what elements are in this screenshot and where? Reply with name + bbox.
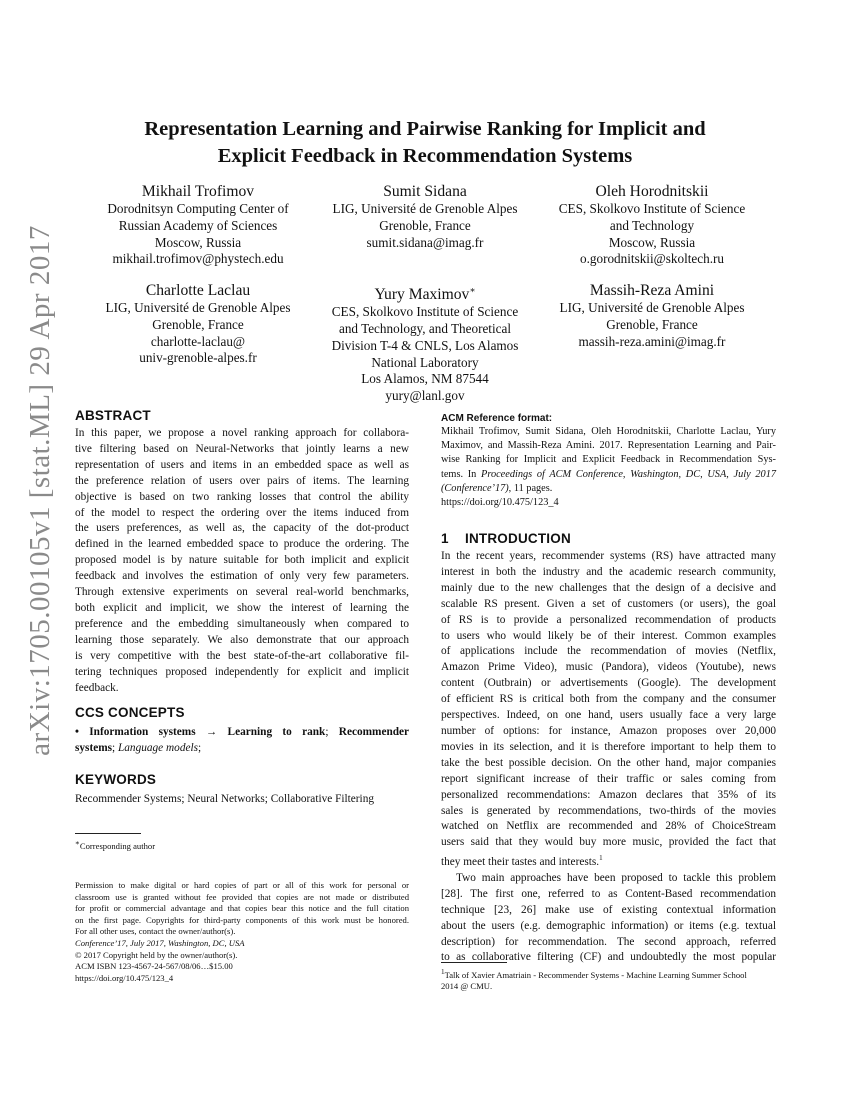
abstract-line: preference and the embedding simultaneously when compared to (75, 617, 409, 630)
abstract-line: the users preferences, as well as, the capacity of the dot-product (75, 522, 409, 535)
abstract-line: both explicit and implicit, we show the interest of learning the (75, 601, 409, 614)
acm-proceedings: Proceedings of ACM Conference, Washington, DC, USA, July 2017 (481, 468, 776, 480)
intro-line: users said that they would buy more music, provided the fact that (441, 836, 776, 849)
ccs-line (75, 741, 409, 757)
author-affiliation-line: LIG, Université de Grenoble Alpes (105, 300, 291, 315)
author-email: sumit.sidana@imag.fr (366, 234, 484, 250)
author-block (305, 281, 545, 405)
author-affiliation-line: and Technology, and Theoretical (338, 320, 512, 336)
arxiv-stamp (20, 224, 60, 756)
intro-line: about the users (e.g. demographic information) or items (e.g. textual (441, 919, 776, 932)
author-block (78, 182, 318, 268)
ccs-term: Language models (118, 741, 199, 754)
footnote-line: 2014 @ CMU. (441, 981, 493, 992)
abstract-line: the preference relation of users over pairs of items. The learning (75, 474, 409, 487)
ccs-separator: ; (325, 726, 329, 738)
section-number: 1 (441, 531, 449, 546)
intro-line: sales is generated by recommendations, two-thirds of the movies (441, 804, 776, 817)
ccs-term: Learning to rank (227, 726, 326, 738)
author-affiliation-line: Grenoble, France (379, 217, 471, 233)
acm-text: tems. In (441, 468, 482, 480)
introduction-heading (441, 531, 776, 546)
doi-link[interactable]: https://doi.org/10.475/123_4 (75, 972, 174, 983)
ccs-term: systems (75, 741, 113, 754)
acm-reference-body (441, 425, 776, 510)
author-email: charlotte-laclau@ (150, 333, 246, 349)
author-email: mikhail.trofimov@phystech.edu (112, 251, 284, 267)
footnote-mark: ∗ (75, 839, 80, 847)
intro-line: personalized recommendations: Amazon declares that 35% of its (441, 788, 776, 801)
intro-line: technique [23, 26] make use of existing contextual information (441, 903, 776, 916)
intro-line: of efficient RS is critical both from the company and the consumer (441, 693, 776, 706)
author-affiliation-line: and Technology (609, 217, 695, 233)
author-email: o.gorodnitskii@skoltech.ru (579, 251, 724, 267)
conference-info: Conference’17, July 2017, Washington, DC, USA (75, 937, 245, 948)
permission-line: on the first page. Copyrights for third-party components of this work must be honored. (75, 914, 409, 925)
acm-line (441, 468, 776, 482)
acm-reference-heading: ACM Reference format: (441, 413, 553, 424)
abstract-section (75, 408, 409, 696)
author-affiliation-line: CES, Skolkovo Institute of Science (331, 304, 519, 320)
abstract-body (75, 426, 409, 696)
author-affiliation-line: Moscow, Russia (154, 234, 242, 250)
intro-line: watched on Netflix are recommended and 28% of ChoiceStream (441, 820, 776, 833)
intro-line: Two main approaches have been proposed to tackle this problem (456, 871, 776, 884)
author-affiliation-line: LIG, Université de Grenoble Alpes (332, 201, 518, 216)
author-affiliation-line: LIG, Université de Grenoble Alpes (559, 300, 745, 315)
abstract-line: proposed model is by nature suitable for both implicit and explicit (75, 554, 409, 567)
intro-line: Amazon Prime Video), music (Pandora), videos (Youtube), news (441, 661, 776, 674)
acm-line (441, 482, 776, 496)
abstract-line: representation of users and items in an embedded space as well as (75, 458, 409, 471)
abstract-line: objective is based on two ranking losses that control the ability (75, 490, 409, 503)
abstract-heading: ABSTRACT (75, 408, 151, 423)
ccs-separator: ; (198, 741, 202, 754)
footnote-rule (75, 833, 141, 834)
intro-line: of RS is to provide a personalized recommendation of products (441, 613, 776, 626)
abstract-line: tive filtering based on Neural-Networks that jointly learns a new (75, 442, 409, 455)
section-title: INTRODUCTION (465, 531, 571, 546)
intro-line: [28]. The first one, referred to as Content-Based recommendation (441, 887, 776, 900)
author-affiliation-line: National Laboratory (371, 354, 479, 370)
footnote-line (441, 967, 776, 981)
introduction-body (441, 549, 776, 966)
permission-line: classroom use is granted without fee provided that copies are not made or distributed (75, 891, 409, 902)
author-affiliation-line: Russian Academy of Sciences (118, 217, 278, 233)
intro-line: movies in its selection, and it is therefore important to help them to (441, 740, 776, 753)
abstract-line: feedback. (75, 681, 119, 694)
footnote-mark: 1 (441, 968, 445, 976)
author-name: Massih-Reza Amini (589, 282, 715, 299)
author-email: univ-grenoble-alpes.fr (139, 350, 257, 366)
acm-pages: , 11 pages. (508, 482, 553, 494)
isbn-line: ACM ISBN 123-4567-24-567/08/06…$15.00 (75, 961, 233, 972)
corresponding-author-mark: ∗ (469, 285, 476, 295)
abstract-line: Through extensive experiments on several real-world benchmarks, (75, 586, 409, 599)
intro-line: mainly due to the new challenges that the design of a decisive and (441, 581, 776, 594)
intro-text: they meet their tastes and interests. (441, 855, 600, 868)
permission-line: For all other uses, contact the owner/author(s). (75, 926, 236, 937)
intro-line: to as collaborative filtering (CF) and undoubtedly the most popular (441, 951, 776, 964)
author-footnote (75, 838, 409, 852)
intro-line: of applications include the recommendation of movies (Netflix, (441, 645, 776, 658)
author-name-row (305, 281, 545, 304)
author-block (532, 182, 772, 268)
intro-line: scalable RS present. Given a set of customers (or users), the goal (441, 597, 776, 610)
intro-line: interest in both the industry and the academic research community, (441, 565, 776, 578)
ccs-line (75, 725, 409, 741)
permission-line: Permission to make digital or hard copies of part or all of this work for personal or (75, 880, 409, 890)
author-email: yury@lanl.gov (385, 388, 465, 404)
intro-line: report significant increase of their traffic or sales coming from (441, 772, 776, 785)
author-affiliation-line: Dorodnitsyn Computing Center of (107, 201, 289, 216)
acm-reference (441, 413, 776, 510)
ccs-section (75, 705, 409, 756)
keywords-section (75, 772, 409, 808)
ccs-bullet: • (75, 726, 79, 738)
arxiv-id: arXiv:1705.00105v1 [stat.ML] 29 Apr 2017 (23, 224, 56, 756)
footnote-text: Corresponding author (79, 840, 156, 851)
abstract-line: In this paper, we propose a novel ranking approach for collabora- (75, 427, 409, 439)
intro-line: In the recent years, recommender systems (RS) have attracted many (441, 550, 776, 562)
paper-title (75, 116, 775, 170)
abstract-line: feedback and involves the estimation of only very few parameters. (75, 570, 409, 583)
author-affiliation-line: Moscow, Russia (608, 234, 696, 250)
talk-footnote (441, 967, 776, 993)
keywords-text: Recommender Systems; Neural Networks; Collaborative Filtering (75, 793, 374, 805)
keywords-body (75, 792, 409, 808)
ccs-term: Information systems (89, 726, 196, 738)
author-name: Sumit Sidana (383, 183, 467, 200)
intro-line: take the best possible decision. On the other hand, major companies (441, 756, 776, 769)
ccs-separator: ; (112, 741, 116, 754)
keywords-heading: KEYWORDS (75, 772, 157, 787)
ccs-arrow: → (205, 726, 218, 738)
author-block (305, 182, 545, 251)
introduction-section (441, 531, 776, 966)
intro-line: perspectives. Indeed, on one hand, users usually face a very large (441, 709, 776, 722)
author-affiliation-line: Los Alamos, NM 87544 (361, 371, 489, 387)
acm-line: Maximov, and Massih-Reza Amini. 2017. Representation Learning and Pair- (441, 440, 776, 452)
title-line-2: Explicit Feedback in Recommendation Systems (217, 145, 633, 167)
author-name: Oleh Horodnitskii (595, 183, 709, 200)
intro-line: description) for recommendation. The second approach, referred (441, 935, 776, 948)
author-name: Mikhail Trofimov (141, 183, 255, 200)
permission-block (75, 880, 409, 984)
acm-conference: (Conference’17) (441, 482, 509, 494)
title-line-1: Representation Learning and Pairwise Ranking for Implicit and (144, 118, 706, 140)
author-email: massih-reza.amini@imag.fr (578, 333, 726, 349)
intro-line: to users who would likely be of their interest. Common examples (441, 629, 776, 642)
permission-line: for profit or commercial advantage and that copies bear this notice and the full citation (75, 903, 409, 914)
abstract-line: defined in the learned embedded space to produce the ordering. The (75, 538, 409, 551)
ccs-body (75, 725, 409, 756)
acm-line: Mikhail Trofimov, Sumit Sidana, Oleh Horodnitskii, Charlotte Laclau, Yury (441, 426, 776, 437)
copyright-line: © 2017 Copyright held by the owner/author(s). (75, 949, 238, 960)
footnote-ref[interactable]: 1 (599, 854, 603, 863)
intro-line: content (Outbrain) or advertisements (Google). The development (441, 677, 776, 690)
ccs-term: Recommender (338, 726, 410, 738)
footnote-text: Talk of Xavier Amatriain - Recommender Systems - Machine Learning Summer School (444, 969, 747, 980)
author-block (532, 281, 772, 350)
abstract-line: learning those separately. We also demonstrate that our approach (75, 633, 409, 646)
intro-line (441, 851, 776, 871)
abstract-line: of the model to respect the ordering over the items induced from (75, 506, 409, 519)
author-affiliation-line: Grenoble, France (152, 316, 244, 332)
intro-line: number of options: for instance, Amazon proposes over 20,000 (441, 724, 776, 737)
footnote-line (75, 838, 409, 852)
author-affiliation-line: Grenoble, France (606, 316, 698, 332)
acm-line: wise Ranking for Implicit and Explicit Feedback in Recommendation Sys- (441, 454, 776, 466)
ccs-heading: CCS CONCEPTS (75, 705, 185, 720)
abstract-line: tering techniques proposed independently for explicit and implicit (75, 665, 409, 678)
abstract-line: is very competitive with the best state-of-the-art collaborative fil- (75, 649, 409, 662)
author-affiliation-line: Division T-4 & CNLS, Los Alamos (331, 337, 519, 353)
acm-doi-link[interactable]: https://doi.org/10.475/123_4 (441, 497, 559, 509)
author-block (78, 281, 318, 367)
author-name: Charlotte Laclau (145, 282, 251, 299)
author-name: Yury Maximov (374, 286, 470, 304)
author-affiliation-line: CES, Skolkovo Institute of Science (558, 201, 746, 216)
footnote-rule (441, 962, 507, 963)
